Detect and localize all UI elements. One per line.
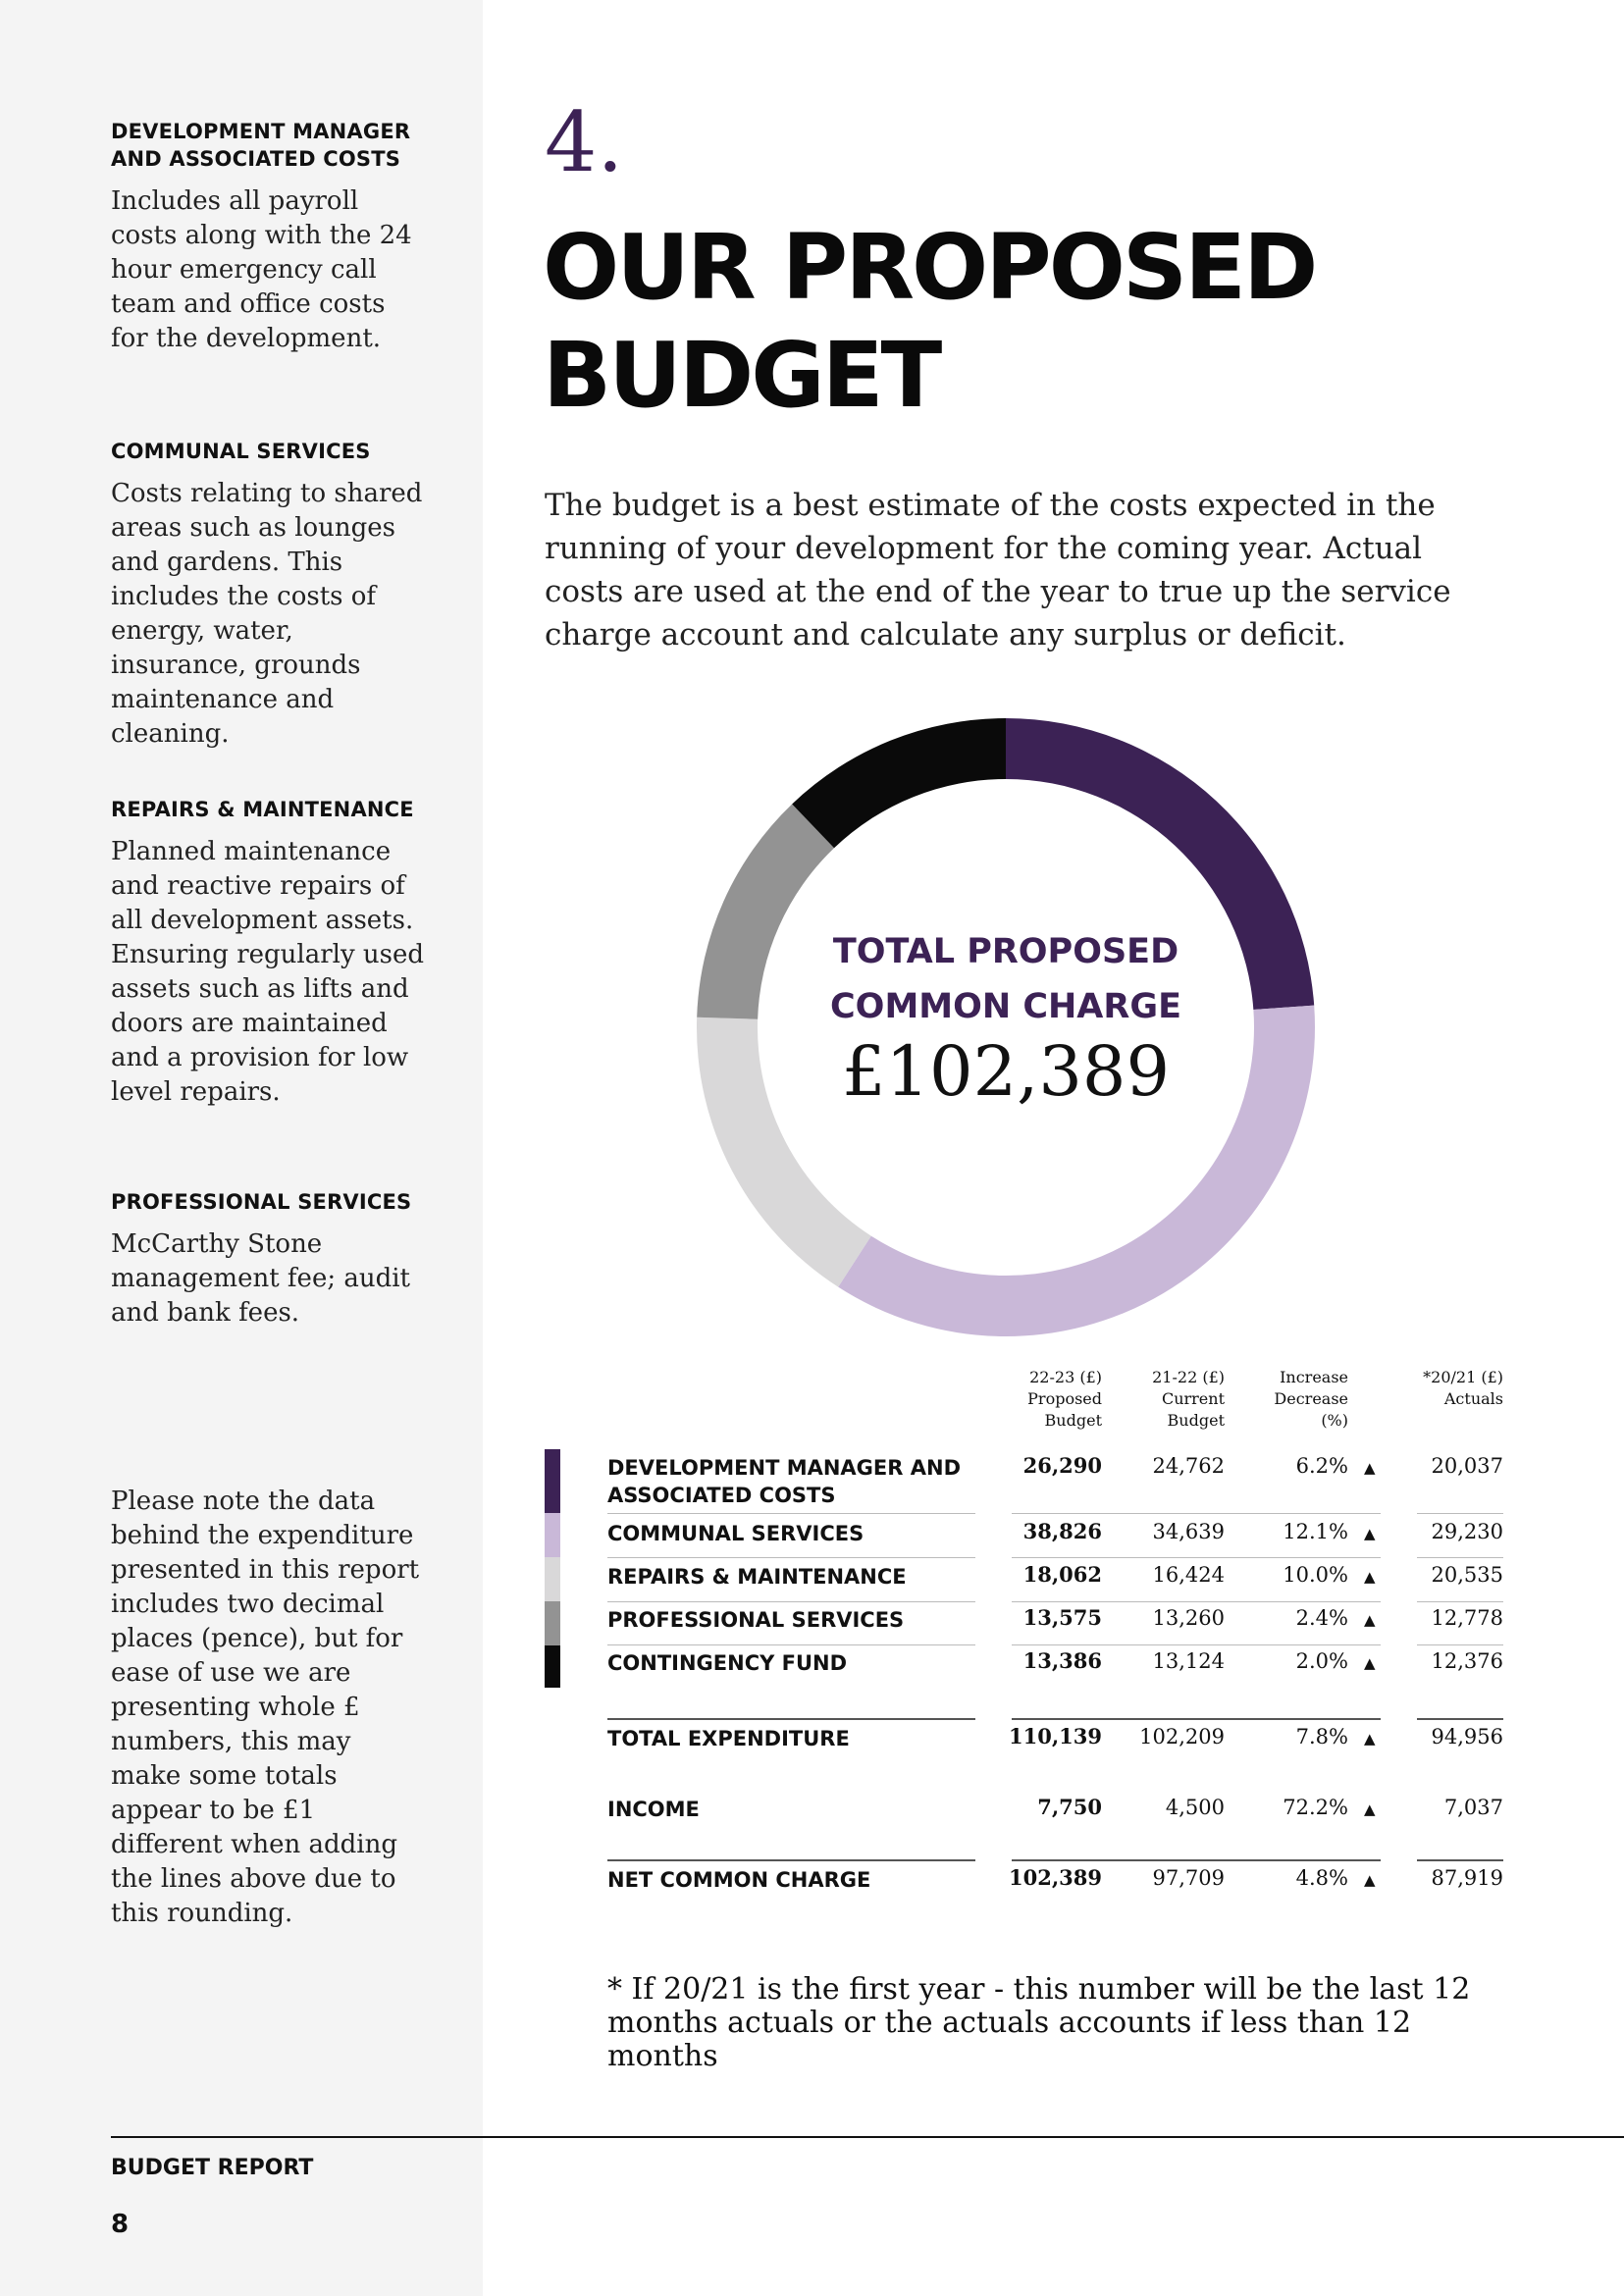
cell-current: 97,709	[1152, 1866, 1225, 1890]
center-label-line1: TOTAL PROPOSED	[832, 932, 1179, 971]
increase-arrow-icon: ▲	[1364, 1525, 1376, 1542]
sidebar-heading: DEVELOPMENT MANAGER AND ASSOCIATED COSTS	[111, 120, 411, 171]
table-row-label	[607, 1454, 961, 1509]
cell-actuals: 20,535	[1431, 1563, 1503, 1587]
sidebar-note-text: Please note the data behind the expenditure presented in this report includes two decimal places (pence), but for ease of use we are presenting whole £ numbers, this may make some totals appear to be £1 different when adding the lines above due to this rounding.	[111, 1487, 420, 1928]
header-line: Current	[1161, 1389, 1225, 1408]
increase-arrow-icon: ▲	[1364, 1800, 1376, 1818]
cell-proposed: 7,750	[1037, 1795, 1102, 1819]
cell-change: 7.8%	[1295, 1725, 1348, 1748]
cell-change: 2.4%	[1295, 1606, 1348, 1630]
total-common-charge-value: £102,389	[841, 1031, 1170, 1112]
sidebar-rounding-note	[111, 1485, 425, 1931]
increase-arrow-icon: ▲	[1364, 1459, 1376, 1477]
center-label-line2: COMMON CHARGE	[830, 987, 1181, 1026]
row-divider	[1417, 1513, 1503, 1514]
header-line: Budget	[1044, 1411, 1102, 1430]
sidebar-section-communal-services	[111, 438, 425, 752]
table-row-label: CONTINGENCY FUND	[607, 1651, 848, 1675]
header-line: 22-23 (£)	[1029, 1368, 1102, 1386]
total-divider	[1417, 1718, 1503, 1720]
increase-arrow-icon: ▲	[1364, 1611, 1376, 1629]
cell-proposed: 18,062	[1022, 1562, 1102, 1587]
legend-swatch-communal-services	[545, 1513, 560, 1557]
legend-swatch-professional-services	[545, 1601, 560, 1645]
cell-proposed: 102,389	[1009, 1865, 1102, 1890]
slice-contingency-fund	[792, 718, 1006, 848]
increase-arrow-icon: ▲	[1364, 1654, 1376, 1672]
cell-change: 4.8%	[1295, 1866, 1348, 1890]
cell-proposed: 13,575	[1022, 1605, 1102, 1630]
intro-paragraph: The budget is a best estimate of the costs expected in the running of your development for the coming year. Actual costs are used at the end of the year to true up the service charge account and calculate any surplus or deficit.	[545, 488, 1451, 652]
header-line: Increase	[1280, 1368, 1348, 1386]
increase-arrow-icon: ▲	[1364, 1871, 1376, 1889]
page-number: 8	[111, 2210, 130, 2239]
cell-change: 10.0%	[1283, 1563, 1348, 1587]
legend-swatch-contingency-fund	[545, 1645, 560, 1688]
sidebar-heading: REPAIRS & MAINTENANCE	[111, 798, 414, 821]
cell-change: 6.2%	[1295, 1454, 1348, 1478]
row-label-line: DEVELOPMENT MANAGER AND	[607, 1456, 962, 1480]
table-row-label: COMMUNAL SERVICES	[607, 1522, 864, 1545]
cell-change: 72.2%	[1283, 1796, 1348, 1819]
row-divider	[607, 1644, 975, 1645]
cell-current: 13,260	[1152, 1606, 1225, 1630]
section-number: 4.	[545, 94, 624, 190]
cell-current: 16,424	[1152, 1563, 1225, 1587]
sidebar-text: McCarthy Stone management fee; audit and bank fees.	[111, 1229, 411, 1328]
page-title	[543, 214, 1315, 430]
cell-actuals: 29,230	[1431, 1520, 1503, 1543]
table-row-label: PROFESSIONAL SERVICES	[607, 1608, 905, 1632]
cell-change: 12.1%	[1283, 1520, 1348, 1543]
header-line: Actuals	[1443, 1389, 1503, 1408]
col-header-current	[1107, 1367, 1225, 1432]
row-divider	[607, 1601, 975, 1602]
cell-actuals: 12,778	[1431, 1606, 1503, 1630]
header-line: (%)	[1321, 1411, 1348, 1430]
col-header-actuals	[1386, 1367, 1503, 1410]
header-line: *20/21 (£)	[1423, 1368, 1503, 1386]
row-divider	[1012, 1513, 1381, 1514]
table-row-label: REPAIRS & MAINTENANCE	[607, 1565, 907, 1589]
row-divider	[607, 1557, 975, 1558]
cell-change: 2.0%	[1295, 1649, 1348, 1673]
income-label: INCOME	[607, 1798, 700, 1821]
legend-swatch-development-manager	[545, 1449, 560, 1513]
total-divider	[607, 1718, 975, 1720]
col-header-change	[1231, 1367, 1348, 1432]
col-header-proposed	[984, 1367, 1102, 1432]
cell-current: 24,762	[1152, 1454, 1225, 1478]
footer-title: BUDGET REPORT	[111, 2156, 314, 2180]
header-line: 21-22 (£)	[1152, 1368, 1225, 1386]
cell-actuals: 94,956	[1431, 1725, 1503, 1748]
header-line: Budget	[1167, 1411, 1225, 1430]
cell-actuals: 20,037	[1431, 1454, 1503, 1478]
sidebar-text: Includes all payroll costs along with the 24 hour emergency call team and office costs for the development.	[111, 186, 412, 353]
row-divider	[1012, 1601, 1381, 1602]
cell-actuals: 87,919	[1431, 1866, 1503, 1890]
total-expenditure-label: TOTAL EXPENDITURE	[607, 1727, 850, 1750]
cell-actuals: 12,376	[1431, 1649, 1503, 1673]
sidebar-heading: COMMUNAL SERVICES	[111, 440, 371, 463]
footer-divider	[111, 2136, 1624, 2138]
total-divider	[1012, 1859, 1381, 1861]
row-divider	[607, 1513, 975, 1514]
cell-current: 34,639	[1152, 1520, 1225, 1543]
table-footnote: * If 20/21 is the first year - this number will be the last 12 months actuals or the actuals accounts if less than 12 months	[607, 1972, 1471, 2073]
sidebar-text: Planned maintenance and reactive repairs of all development assets. Ensuring regularly used assets such as lifts and doors are maintained and a provision for low level repairs.	[111, 837, 425, 1107]
row-divider	[1417, 1601, 1503, 1602]
sidebar-text: Costs relating to shared areas such as lounges and gardens. This includes the costs of energy, water, insurance, grounds maintenance and cleaning.	[111, 479, 423, 749]
cell-current: 13,124	[1152, 1649, 1225, 1673]
cell-proposed: 38,826	[1022, 1519, 1102, 1543]
sidebar-section-repairs-maintenance	[111, 796, 425, 1110]
sidebar-section-development-manager	[111, 118, 425, 356]
cell-current: 102,209	[1139, 1725, 1225, 1748]
cell-proposed: 13,386	[1022, 1648, 1102, 1673]
legend-swatch-repairs-maintenance	[545, 1557, 560, 1601]
row-divider	[1417, 1644, 1503, 1645]
row-divider	[1012, 1644, 1381, 1645]
total-divider	[607, 1859, 975, 1861]
cell-proposed: 26,290	[1022, 1453, 1102, 1478]
increase-arrow-icon: ▲	[1364, 1568, 1376, 1586]
page-title-line1: OUR PROPOSED	[543, 215, 1316, 320]
sidebar-heading: PROFESSIONAL SERVICES	[111, 1190, 412, 1214]
page-title-line2: BUDGET	[543, 323, 940, 428]
row-label-line: ASSOCIATED COSTS	[607, 1484, 836, 1507]
total-divider	[1417, 1859, 1503, 1861]
total-divider	[1012, 1718, 1381, 1720]
cell-current: 4,500	[1165, 1796, 1225, 1819]
increase-arrow-icon: ▲	[1364, 1730, 1376, 1748]
cell-proposed: 110,139	[1009, 1724, 1102, 1748]
sidebar-section-professional-services	[111, 1188, 425, 1331]
header-line: Decrease	[1274, 1389, 1348, 1408]
chart-center-label	[741, 924, 1271, 1034]
header-line: Proposed	[1027, 1389, 1102, 1408]
cell-actuals: 7,037	[1443, 1796, 1503, 1819]
row-divider	[1417, 1557, 1503, 1558]
net-common-charge-label: NET COMMON CHARGE	[607, 1868, 871, 1892]
row-divider	[1012, 1557, 1381, 1558]
